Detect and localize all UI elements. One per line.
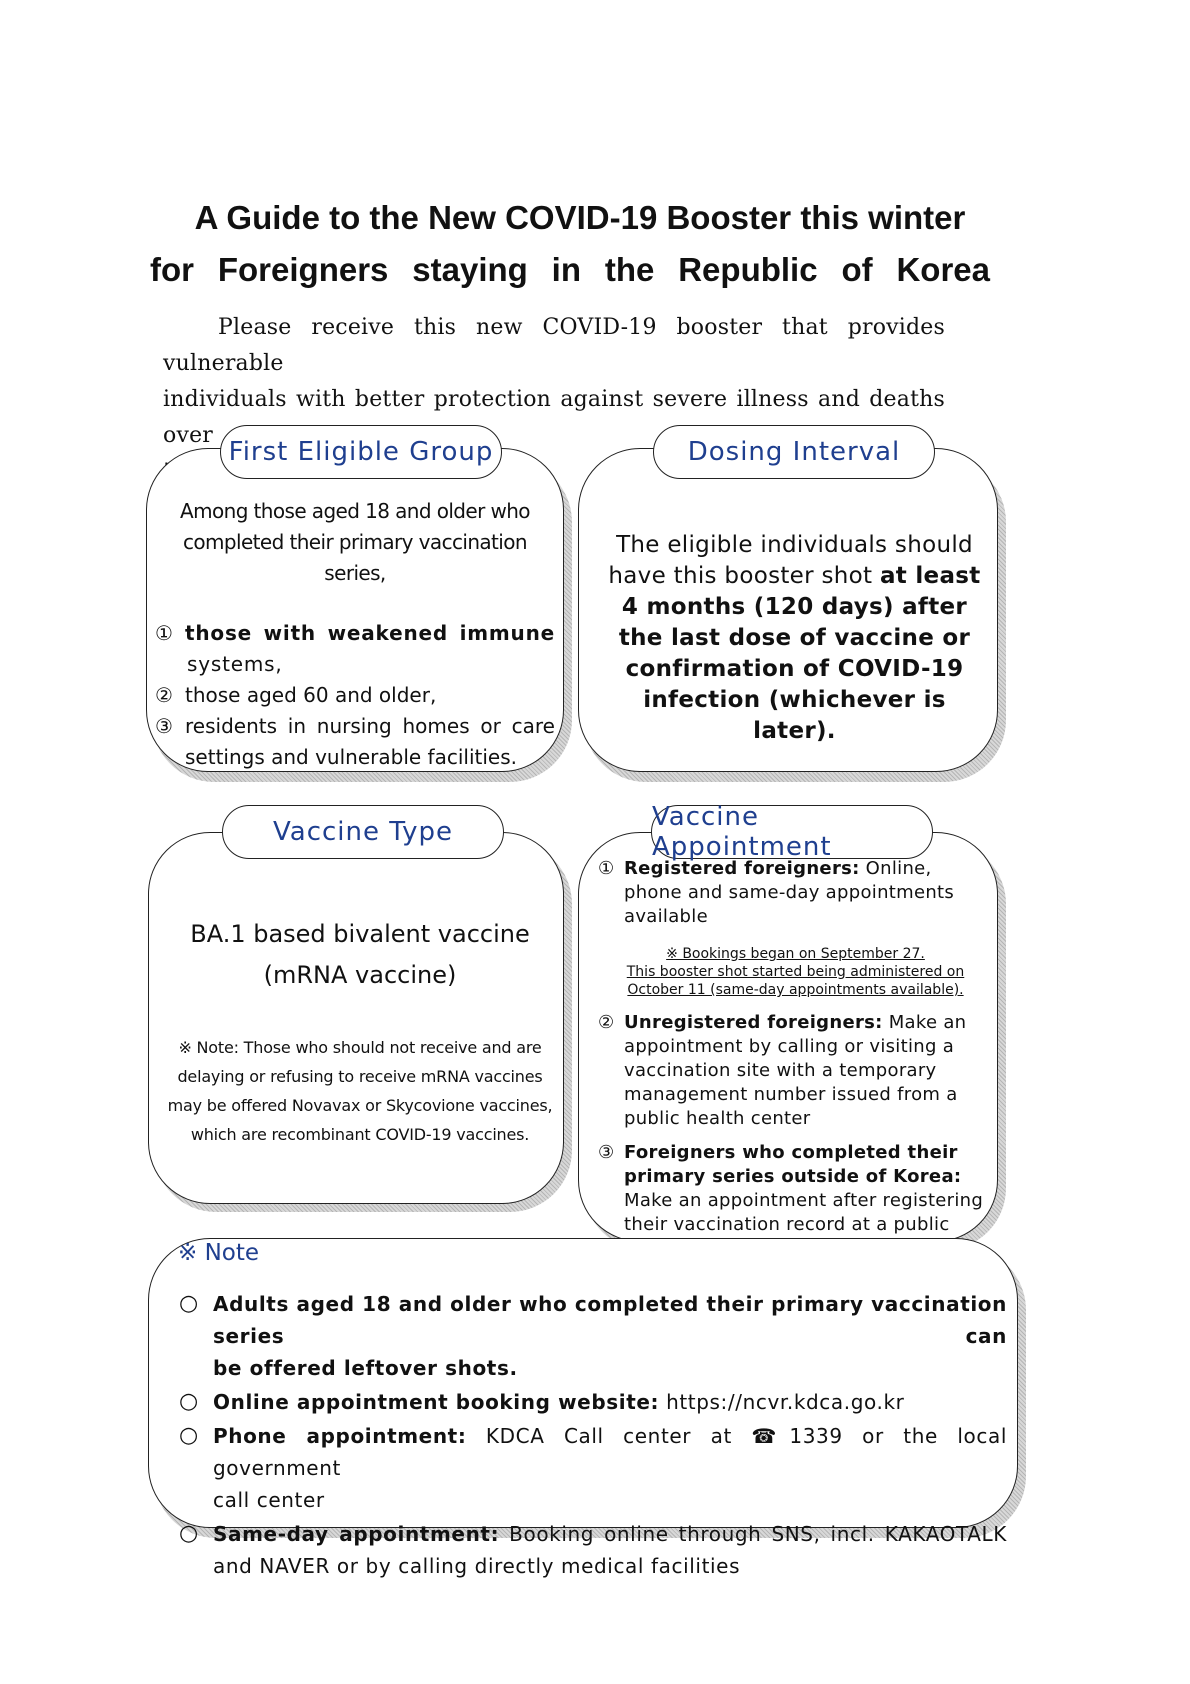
vaccine-type-main	[160, 914, 560, 996]
note-item-text: be offered leftover shots.	[213, 1356, 518, 1380]
appointment-item-number: ③	[598, 1142, 615, 1163]
dosing-interval-content	[603, 530, 986, 747]
page-title-line-2: for Foreigners staying in the Republic of Korea	[150, 251, 990, 288]
note-item-2	[179, 1386, 1007, 1418]
eligible-lead-line-1: Among those aged 18 and older who	[180, 499, 530, 523]
appointment-item-text: Make an appointment after registering their vaccination record at a public	[624, 1190, 984, 1235]
appointment-item-label: Foreigners who completed their primary series outside of Korea:	[624, 1142, 962, 1187]
vaccine-type-line-2: (mRNA vaccine)	[263, 961, 457, 989]
eligible-item-number: ③	[155, 714, 173, 738]
note-item-text: Same-day appointment: Booking online through SNS, incl. KAKAOTALK	[213, 1522, 1007, 1546]
vaccine-appointment-heading: Vaccine Appointment	[651, 805, 933, 859]
page-title-line-1: A Guide to the New COVID-19 Booster this winter	[194, 199, 966, 236]
intro-line-1: Please receive this new COVID-19 booster that provides vulnerable	[163, 315, 945, 376]
circle-bullet-icon: ○	[179, 1291, 199, 1316]
schedule-note-line-2: This booster shot started being administered on	[626, 964, 965, 980]
schedule-note-line-1: ※ Bookings began on September 27.	[666, 946, 925, 962]
appointment-item-2	[598, 1011, 993, 1131]
vaccine-type-heading: Vaccine Type	[222, 805, 504, 859]
vaccine-type-line-1: BA.1 based bivalent vaccine	[190, 920, 530, 948]
eligible-lead-line-2: completed their primary vaccination series,	[183, 530, 527, 585]
first-eligible-group-content	[155, 496, 555, 773]
schedule-note-line-3: October 11 (same-day appointments available).	[627, 982, 964, 998]
note-item-text: Adults aged 18 and older who completed their primary vaccination series can	[213, 1292, 1007, 1348]
dosing-interval-emphasis: at least 4 months (120 days) after the last dose of vaccine or confirmation of COVID-19 infection (whichever is later).	[618, 563, 981, 744]
vaccine-appointment-content	[598, 857, 993, 1261]
first-eligible-group-heading: First Eligible Group	[220, 425, 502, 479]
intro-line-2: individuals with better protection against severe illness and deaths over	[163, 387, 945, 448]
appointment-schedule-note	[598, 945, 993, 999]
note-list	[179, 1288, 1007, 1584]
dosing-interval-text: The eligible individuals should have this booster shot	[608, 532, 973, 589]
eligible-item-1	[155, 618, 555, 680]
eligible-item-text: residents in nursing homes or care	[185, 714, 555, 738]
eligible-item-text: those aged 60 and older,	[185, 683, 437, 707]
circle-bullet-icon: ○	[179, 1423, 199, 1448]
circle-bullet-icon: ○	[179, 1521, 199, 1546]
note-item-text: Phone appointment: KDCA Call center at ☎1339 or the local government	[213, 1424, 1007, 1480]
eligible-item-number: ②	[155, 683, 173, 707]
note-heading: ※ Note	[178, 1240, 260, 1266]
appointment-item-text: Online, phone and same-day appointments available	[624, 858, 955, 927]
note-item-text: and NAVER or by calling directly medical facilities	[213, 1554, 741, 1578]
eligible-item-3	[155, 711, 555, 773]
appointment-item-label: Unregistered foreigners:	[624, 1012, 883, 1033]
eligible-item-text: systems,	[187, 652, 283, 676]
appointment-item-1	[598, 857, 993, 929]
eligible-item-2	[155, 680, 555, 711]
eligible-item-text: those with weakened immune	[185, 621, 555, 645]
eligible-item-text: settings and vulnerable facilities.	[185, 745, 517, 769]
eligible-item-number: ①	[155, 621, 173, 645]
note-item-text: call center	[213, 1488, 325, 1512]
appointment-item-text: Make an appointment by calling or visiting a vaccination site with a temporary management number issued from a public health center	[624, 1012, 967, 1129]
vaccine-type-note: ※ Note: Those who should not receive and are delaying or refusing to receive mRNA vaccines may be offered Novavax or Skycovione vaccines, which are recombinant COVID-19 vaccines.	[167, 1038, 553, 1144]
note-item-text: Online appointment booking website: https://ncvr.kdca.go.kr	[213, 1390, 905, 1414]
note-item-4	[179, 1518, 1007, 1582]
appointment-item-number: ②	[598, 1012, 615, 1033]
circle-bullet-icon: ○	[179, 1389, 199, 1414]
note-item-3	[179, 1420, 1007, 1516]
note-item-1	[179, 1288, 1007, 1384]
dosing-interval-heading: Dosing Interval	[653, 425, 935, 479]
appointment-item-number: ①	[598, 858, 615, 879]
appointment-item-label: Registered foreigners:	[624, 858, 860, 879]
